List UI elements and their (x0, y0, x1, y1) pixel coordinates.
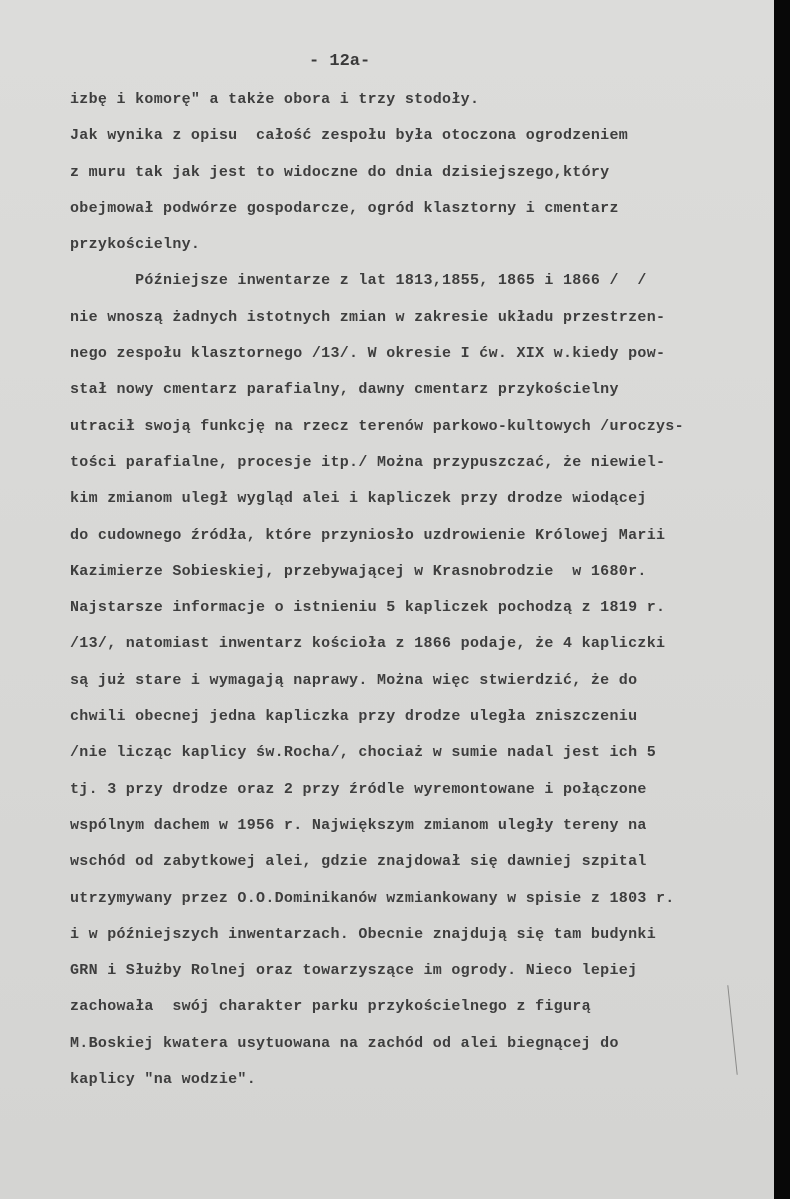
text-line: /nie licząc kaplicy św.Rocha/, chociaż w sumie nadal jest ich 5 (70, 744, 656, 762)
text-line: Najstarsze informacje o istnieniu 5 kapliczek pochodzą z 1819 r. (70, 599, 666, 617)
text-line: stał nowy cmentarz parafialny, dawny cmentarz przykościelny (70, 381, 619, 399)
text-line: M.Boskiej kwatera usytuowana na zachód od alei biegnącej do (70, 1034, 619, 1052)
text-line: z muru tak jak jest to widoczne do dnia dzisiejszego,który (70, 163, 610, 181)
scan-edge (774, 0, 790, 1199)
text-line: utracił swoją funkcję na rzecz terenów parkowo-kultowych /uroczys- (70, 417, 684, 435)
text-line: obejmował podwórze gospodarcze, ogród klasztorny i cmentarz (70, 199, 619, 217)
text-line: chwili obecnej jedna kapliczka przy drodze uległa zniszczeniu (70, 708, 638, 726)
body-text (70, 86, 790, 1102)
text-line: tj. 3 przy drodze oraz 2 przy źródle wyremontowane i połączone (70, 780, 647, 798)
text-line: kaplicy "na wodzie". (70, 1071, 257, 1089)
text-line: wschód od zabytkowej alei, gdzie znajdował się dawniej szpital (70, 853, 647, 871)
text-line: GRN i Służby Rolnej oraz towarzyszące im ogrody. Nieco lepiej (70, 962, 638, 980)
text-line: nie wnoszą żadnych istotnych zmian w zakresie układu przestrzen- (70, 308, 666, 326)
text-line: Kazimierze Sobieskiej, przebywającej w Krasnobrodzie w 1680r. (70, 562, 647, 580)
text-line: utrzymywany przez O.O.Dominikanów wzmiankowany w spisie z 1803 r. (70, 889, 675, 907)
text-line: /13/, natomiast inwentarz kościoła z 1866 podaje, że 4 kapliczki (70, 635, 666, 653)
text-line: Jak wynika z opisu całość zespołu była otoczona ogrodzeniem (70, 127, 629, 145)
text-line: i w późniejszych inwentarzach. Obecnie znajdują się tam budynki (70, 925, 656, 943)
text-line: nego zespołu klasztornego /13/. W okresie I ćw. XIX w.kiedy pow- (70, 345, 666, 363)
text-line: zachowała swój charakter parku przykościelnego z figurą (70, 998, 591, 1016)
text-line: przykościelny. (70, 236, 201, 254)
text-line: tości parafialne, procesje itp./ Można przypuszczać, że niewiel- (70, 453, 666, 471)
text-line: są już stare i wymagają naprawy. Można więc stwierdzić, że do (70, 671, 638, 689)
text-line: kim zmianom uległ wygląd alei i kapliczek przy drodze wiodącej (70, 490, 647, 508)
text-line: wspólnym dachem w 1956 r. Największym zmianom uległy tereny na (70, 816, 647, 834)
page-number: - 12a- (309, 52, 371, 71)
text-line: do cudownego źródła, które przyniosło uzdrowienie Królowej Marii (70, 526, 666, 544)
text-line: izbę i komorę" a także obora i trzy stodoły. (70, 91, 480, 108)
text-line: Późniejsze inwentarze z lat 1813,1855, 1865 i 1866 / / (70, 272, 647, 290)
